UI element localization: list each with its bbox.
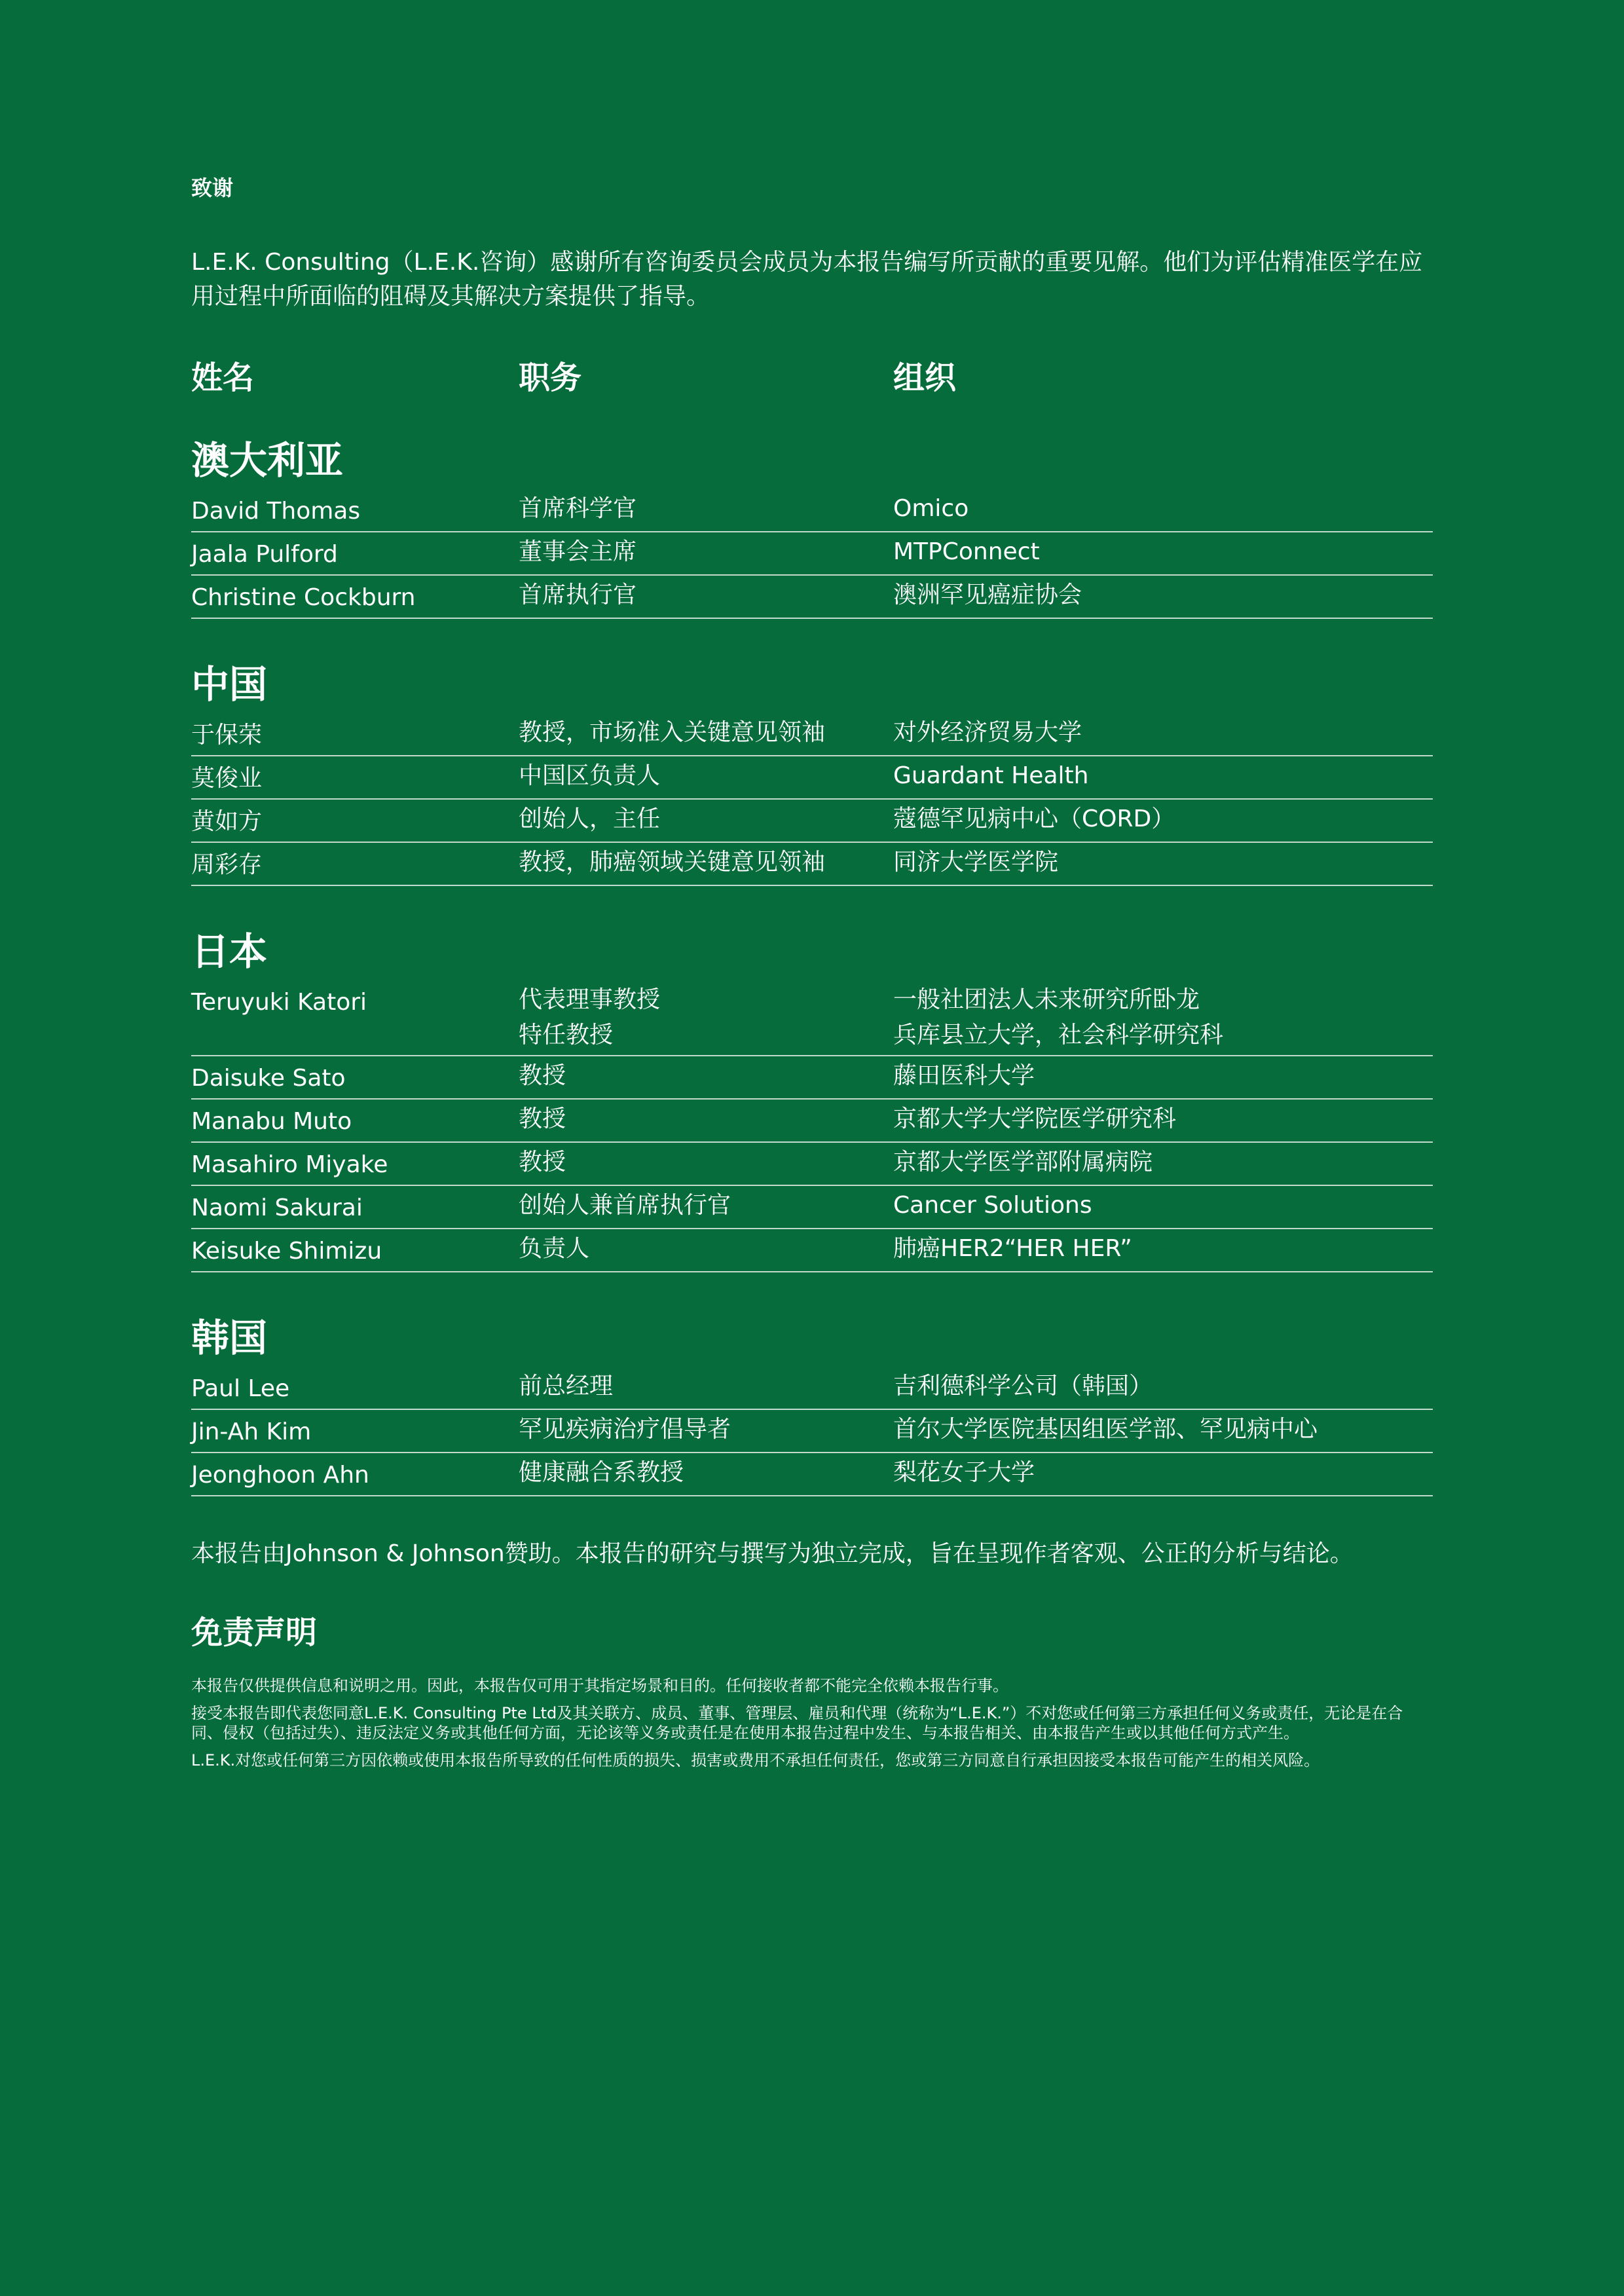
table-row	[191, 576, 1433, 619]
member-title-line: 特任教授	[519, 1022, 614, 1048]
member-title-line: 教授	[519, 1062, 566, 1089]
header-organization: 组织	[893, 359, 957, 396]
member-title	[519, 1231, 893, 1267]
member-title-line: 首席科学官	[519, 495, 637, 522]
member-title	[519, 715, 893, 750]
member-title	[519, 578, 893, 613]
region-section	[191, 659, 1433, 886]
member-title	[519, 1369, 893, 1404]
member-organization	[893, 1102, 1433, 1137]
member-organization	[893, 715, 1433, 750]
region-section	[191, 1313, 1433, 1496]
table-row	[191, 532, 1433, 576]
member-organization-line: 吉利德科学公司（韩国）	[893, 1373, 1153, 1399]
member-organization-line: 一般社团法人未来研究所卧龙	[893, 986, 1200, 1013]
member-organization	[893, 578, 1433, 613]
table-row	[191, 843, 1433, 886]
member-title-line: 教授，市场准入关键意见领袖	[519, 719, 826, 746]
member-name: Naomi Sakurai	[191, 1194, 363, 1221]
member-title	[519, 982, 893, 1053]
acknowledgements-page	[191, 174, 1433, 1778]
member-title-line: 健康融合系教授	[519, 1459, 684, 1486]
member-title	[519, 1455, 893, 1491]
table-row	[191, 1410, 1433, 1453]
member-name: Paul Lee	[191, 1375, 290, 1402]
table-row	[191, 489, 1433, 532]
member-organization-line: 京都大学医学部附属病院	[893, 1149, 1153, 1176]
member-organization	[893, 982, 1433, 1053]
table-row	[191, 1229, 1433, 1272]
member-organization	[893, 802, 1433, 837]
table-header	[191, 352, 1433, 398]
member-name: Daisuke Sato	[191, 1065, 346, 1092]
member-title-line: 首席执行官	[519, 582, 637, 608]
disclaimer-title: 免责声明	[191, 1614, 318, 1651]
member-organization	[893, 1455, 1433, 1491]
member-organization	[893, 491, 1433, 527]
member-name: Jin-Ah Kim	[191, 1418, 312, 1445]
member-organization	[893, 1369, 1433, 1404]
member-title-line: 教授	[519, 1149, 566, 1176]
member-name: Jeonghoon Ahn	[191, 1462, 369, 1489]
table-row	[191, 1186, 1433, 1229]
member-title-line: 教授	[519, 1105, 566, 1132]
member-title	[519, 758, 893, 794]
disclaimer-paragraph: 接受本报告即代表您同意L.E.K. Consulting Pte Ltd及其关联方、成员、董事、管理层、雇员和代理（统称为“L.E.K.”）不对您或任何第三方承担任何义务或责任，无论是在合同、侵权（包括过失）、违反法定义务或其他任何方面，无论该等义务或责任是在使用本报告过程中发生、与本报告相关、由本报告产生或以其他任何方式产生。	[191, 1704, 1403, 1742]
member-title-line: 中国区负责人	[519, 762, 661, 789]
table-row	[191, 1453, 1433, 1496]
header-title: 职务	[519, 359, 582, 396]
member-organization-line: Omico	[893, 495, 969, 522]
member-title-line: 代表理事教授	[519, 986, 661, 1013]
member-organization-line: MTPConnect	[893, 538, 1040, 565]
region-title: 中国	[191, 662, 268, 707]
member-organization-line: 蔻德罕见病中心（CORD）	[893, 805, 1175, 832]
member-name: Keisuke Shimizu	[191, 1238, 382, 1265]
region-title: 韩国	[191, 1316, 268, 1360]
member-name: 于保荣	[191, 722, 263, 749]
table-row	[191, 800, 1433, 843]
member-organization	[893, 1231, 1433, 1267]
table-row	[191, 713, 1433, 756]
sponsor-note: 本报告由Johnson & Johnson赞助。本报告的研究与撰写为独立完成，旨在呈现作者客观、公正的分析与结论。	[191, 1540, 1354, 1567]
member-name: David Thomas	[191, 498, 361, 525]
advisory-board-table	[191, 435, 1433, 1496]
member-organization	[893, 534, 1433, 570]
member-title	[519, 1188, 893, 1223]
member-title	[519, 845, 893, 880]
member-title-line: 创始人兼首席执行官	[519, 1192, 731, 1219]
table-row	[191, 1367, 1433, 1410]
member-name: 黄如方	[191, 808, 263, 835]
header-name: 姓名	[191, 359, 255, 396]
disclaimer-paragraph: 本报告仅供提供信息和说明之用。因此，本报告仅可用于其指定场景和目的。任何接收者都不能完全依赖本报告行事。	[191, 1676, 1008, 1695]
disclaimer-paragraph: L.E.K.对您或任何第三方因依赖或使用本报告所导致的任何性质的损失、损害或费用不承担任何责任，您或第三方同意自行承担因接受本报告可能产生的相关风险。	[191, 1751, 1320, 1769]
member-organization-line: 澳洲罕见癌症协会	[893, 582, 1082, 608]
acknowledgement-intro: L.E.K. Consulting（L.E.K.咨询）感谢所有咨询委员会成员为本报告编写所贡献的重要见解。他们为评估精准医学在应用过程中所面临的阻碍及其解决方案提供了指导。	[191, 249, 1423, 310]
member-title	[519, 1145, 893, 1180]
table-row	[191, 980, 1433, 1056]
member-name: Teruyuki Katori	[191, 989, 367, 1016]
member-title	[519, 1102, 893, 1137]
member-organization-line: 藤田医科大学	[893, 1062, 1035, 1089]
member-title	[519, 491, 893, 527]
member-title	[519, 534, 893, 570]
member-organization-line: 对外经济贸易大学	[893, 719, 1082, 746]
table-row	[191, 1143, 1433, 1186]
region-title: 澳大利亚	[191, 438, 344, 483]
member-title-line: 教授，肺癌领域关键意见领袖	[519, 849, 826, 876]
member-organization	[893, 758, 1433, 794]
member-title-line: 罕见疾病治疗倡导者	[519, 1416, 731, 1443]
member-title-line: 前总经理	[519, 1373, 614, 1399]
region-section	[191, 435, 1433, 619]
region-section	[191, 927, 1433, 1272]
member-title	[519, 802, 893, 837]
member-name: Jaala Pulford	[191, 541, 338, 568]
member-title-line: 董事会主席	[519, 538, 637, 565]
table-row	[191, 1100, 1433, 1143]
member-organization	[893, 1188, 1433, 1223]
member-organization-line: 梨花女子大学	[893, 1459, 1035, 1486]
member-title	[519, 1058, 893, 1094]
member-title	[519, 1412, 893, 1447]
member-organization	[893, 1145, 1433, 1180]
member-organization-line: 肺癌HER2“HER HER”	[893, 1235, 1132, 1262]
member-organization-line: Cancer Solutions	[893, 1192, 1092, 1219]
member-title-line: 负责人	[519, 1235, 590, 1262]
member-title-line: 创始人，主任	[519, 805, 661, 832]
member-organization	[893, 1412, 1433, 1447]
member-organization-line: Guardant Health	[893, 762, 1089, 789]
table-row	[191, 1056, 1433, 1100]
table-row	[191, 756, 1433, 800]
member-organization-line: 京都大学大学院医学研究科	[893, 1105, 1177, 1132]
member-organization	[893, 1058, 1433, 1094]
acknowledgement-title: 致谢	[191, 176, 234, 200]
member-name: Manabu Muto	[191, 1108, 352, 1135]
member-name: 莫俊业	[191, 765, 263, 792]
region-title: 日本	[191, 929, 268, 974]
member-name: Christine Cockburn	[191, 584, 416, 611]
disclaimer-section	[191, 1612, 1433, 1770]
member-organization	[893, 845, 1433, 880]
member-name: 周彩存	[191, 851, 263, 878]
member-organization-line: 首尔大学医院基因组医学部、罕见病中心	[893, 1416, 1318, 1443]
member-organization-line: 兵库县立大学，社会科学研究科	[893, 1022, 1224, 1048]
member-name: Masahiro Miyake	[191, 1151, 388, 1178]
member-organization-line: 同济大学医学院	[893, 849, 1059, 876]
